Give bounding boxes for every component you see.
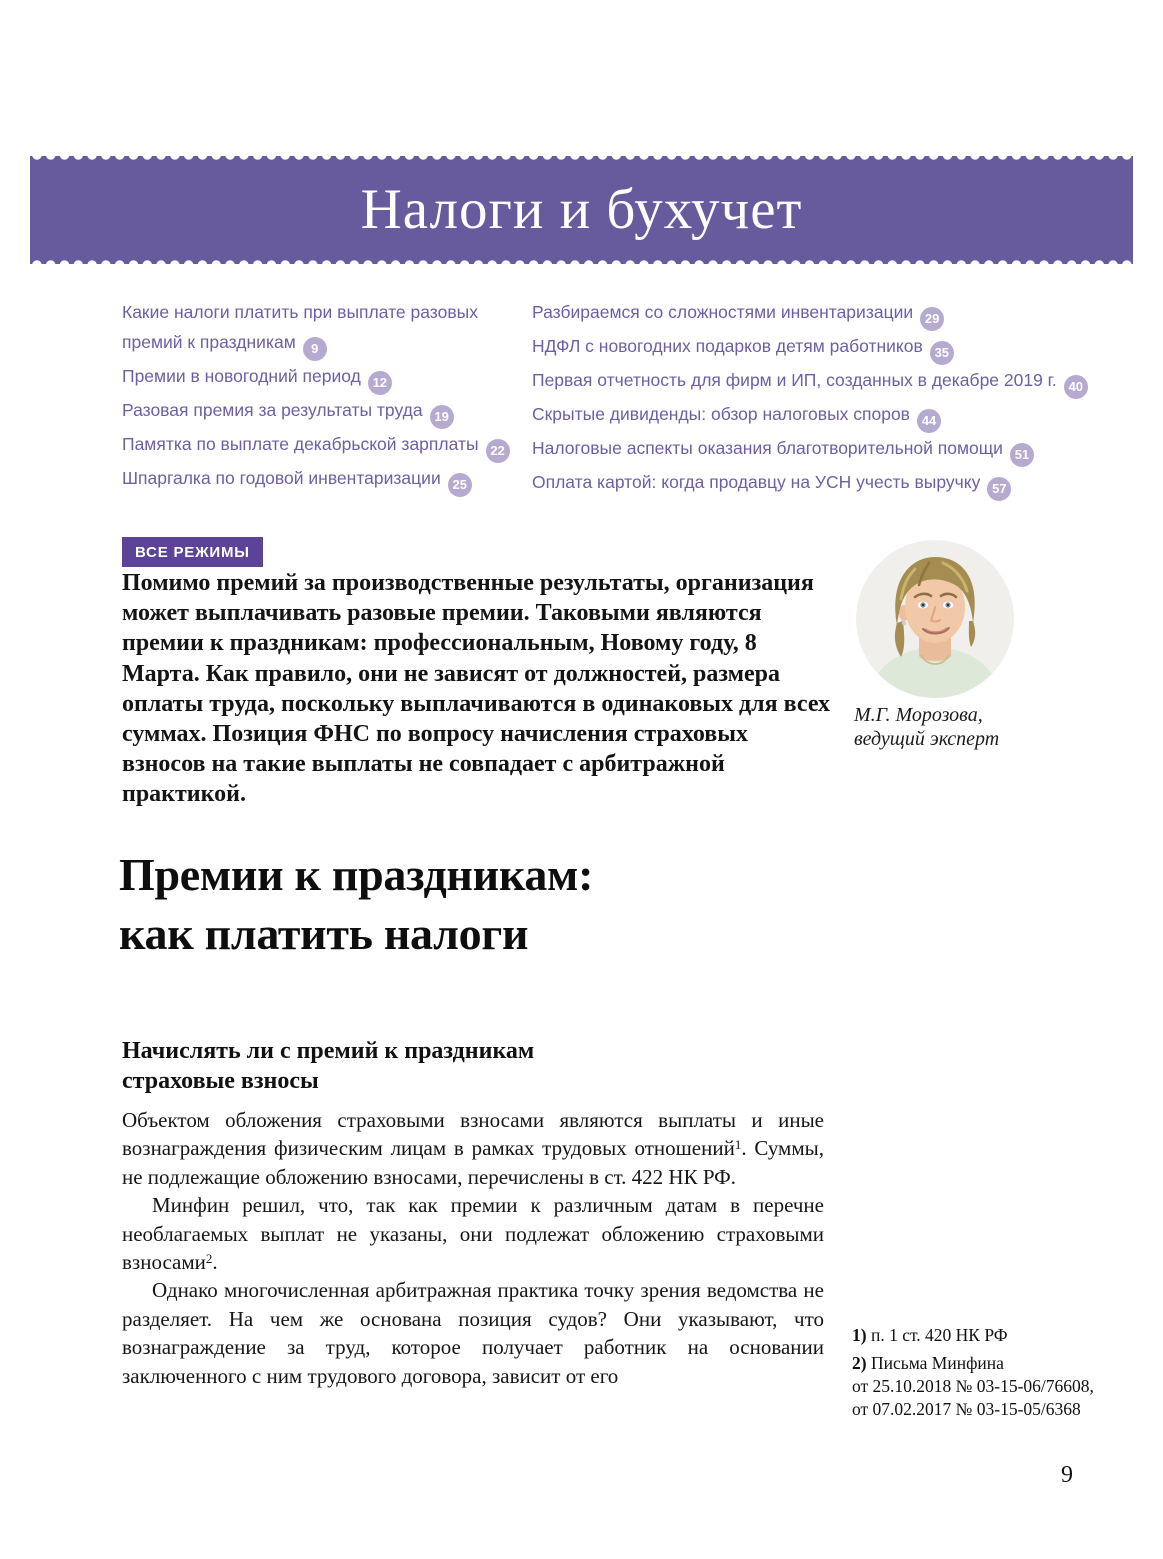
paragraph [122, 1106, 824, 1191]
toc-entry-title: Какие налоги платить при выплате разовых премий к праздникам [122, 302, 478, 353]
toc-page-badge: 51 [1010, 443, 1034, 467]
toc-page-badge: 19 [430, 405, 454, 429]
author-role: ведущий эксперт [854, 727, 1000, 750]
footnotes [852, 1324, 1100, 1426]
author-photo [855, 539, 1015, 699]
article-body [122, 1106, 824, 1390]
section-heading [122, 1036, 534, 1096]
paragraph-text: . [212, 1250, 218, 1275]
footnote-ref: 1 [734, 1137, 742, 1153]
paragraph-text: Однако многочисленная арбитражная практика точку зрения ведомства не разделяет. На чем же основана позиция судов? Они указывают, что вознаграждение за труд, которое получает работник на основании заключенного с ним трудового договора, зависит от его [122, 1278, 824, 1388]
toc-entry[interactable] [532, 433, 1112, 467]
toc-page-badge: 12 [368, 371, 392, 395]
footnote-ref: 2 [205, 1251, 213, 1267]
paragraph [122, 1276, 824, 1390]
article-lead: Помимо премий за производственные результаты, организация может выплачивать разовые премии. Таковыми являются премии к праздникам: профессиональным, Новому году, 8 Марта. Как правило, они не зависят от должностей, размера оплаты труда, поскольку выплачиваются в одинаковых для всех суммах. Позиция ФНС по вопросу начисления страховых взносов на такие выплаты не совпадает с арбитражной практикой. [122, 570, 830, 808]
toc-page-badge: 22 [486, 439, 510, 463]
toc-page-badge: 9 [303, 337, 327, 361]
section-banner [30, 156, 1133, 264]
toc-page-badge: 29 [920, 307, 944, 331]
toc-page-badge: 35 [930, 341, 954, 365]
section-heading-line1: Начислять ли с премий к праздникам [122, 1038, 535, 1064]
footnote-text: п. 1 ст. 420 НК РФ [870, 1325, 1008, 1345]
toc-entry-title: Памятка по выплате декабрьской зарплаты [122, 434, 479, 455]
toc-entry[interactable] [532, 331, 1112, 365]
footnote-text: Письма Минфина [870, 1353, 1004, 1373]
toc-entry[interactable] [532, 467, 1112, 501]
toc-entry[interactable] [532, 399, 1112, 433]
toc-entry-title: Оплата картой: когда продавцу на УСН учесть выручку [532, 472, 981, 492]
toc-entry-title: Шпаргалка по годовой инвентаризации [122, 468, 441, 489]
toc-page-badge: 44 [917, 409, 941, 433]
author-caption [854, 704, 999, 751]
toc-page-badge: 40 [1064, 375, 1088, 399]
footnote-marker: 1) [852, 1325, 867, 1345]
toc-entry[interactable] [122, 429, 505, 463]
regime-badge: ВСЕ РЕЖИМЫ [122, 537, 263, 567]
footnote [852, 1352, 1100, 1421]
toc-entry[interactable] [122, 463, 494, 497]
page-number: 9 [1061, 1462, 1073, 1488]
footnote-text: от 25.10.2018 № 03-15-06/76608, [852, 1376, 1094, 1396]
toc-entry-title: Премии в новогодний период [122, 366, 361, 387]
portrait-illustration [855, 539, 1015, 699]
toc-entry-title: Скрытые дивиденды: обзор налоговых споров [532, 404, 910, 424]
toc-entry-title: Первая отчетность для фирм и ИП, созданных в декабре 2019 г. [532, 370, 1057, 390]
toc-entry-title: НДФЛ с новогодних подарков детям работников [532, 336, 923, 356]
paragraph [122, 1191, 824, 1276]
article-title [119, 845, 593, 963]
toc-entry-title: Разбираемся со сложностями инвентаризации [532, 302, 914, 322]
paragraph-text: . Суммы, не подлежащие обложению взносами, перечислены в ст. 422 НК РФ. [122, 1136, 824, 1189]
toc-entry-title: Разовая премия за результаты труда [122, 400, 423, 421]
footnote [852, 1324, 1100, 1347]
toc-page-badge: 25 [448, 473, 472, 497]
toc-right-column [532, 297, 1112, 501]
toc-entry-title: Налоговые аспекты оказания благотворительной помощи [532, 438, 1003, 458]
footnote-text: от 07.02.2017 № 03-15-05/6368 [852, 1399, 1081, 1419]
article-title-line2: как платить налоги [119, 908, 529, 959]
section-heading-line2: страховые взносы [122, 1068, 319, 1094]
section-title: Налоги и бухучет [360, 178, 803, 241]
toc-page-badge: 57 [987, 477, 1011, 501]
paragraph-text: Объектом обложения страховыми взносами являются выплаты и иные вознаграждения физическим лицам в рамках трудовых отношений [122, 1108, 824, 1161]
toc-entry[interactable] [122, 297, 494, 361]
footnote-marker: 2) [852, 1353, 867, 1373]
paragraph-text: Минфин решил, что, так как премии к различным датам в перечне необлагаемых выплат не указаны, они подлежат обложению страховыми взносами [122, 1193, 824, 1275]
toc-entry[interactable] [122, 395, 494, 429]
author-name: М.Г. Морозова, [854, 704, 983, 726]
toc-entry[interactable] [532, 365, 1112, 399]
article-title-line1: Премии к праздникам: [119, 849, 594, 900]
toc-entry[interactable] [122, 361, 494, 395]
toc-entry[interactable] [532, 297, 1112, 331]
toc-left-column [122, 297, 505, 497]
